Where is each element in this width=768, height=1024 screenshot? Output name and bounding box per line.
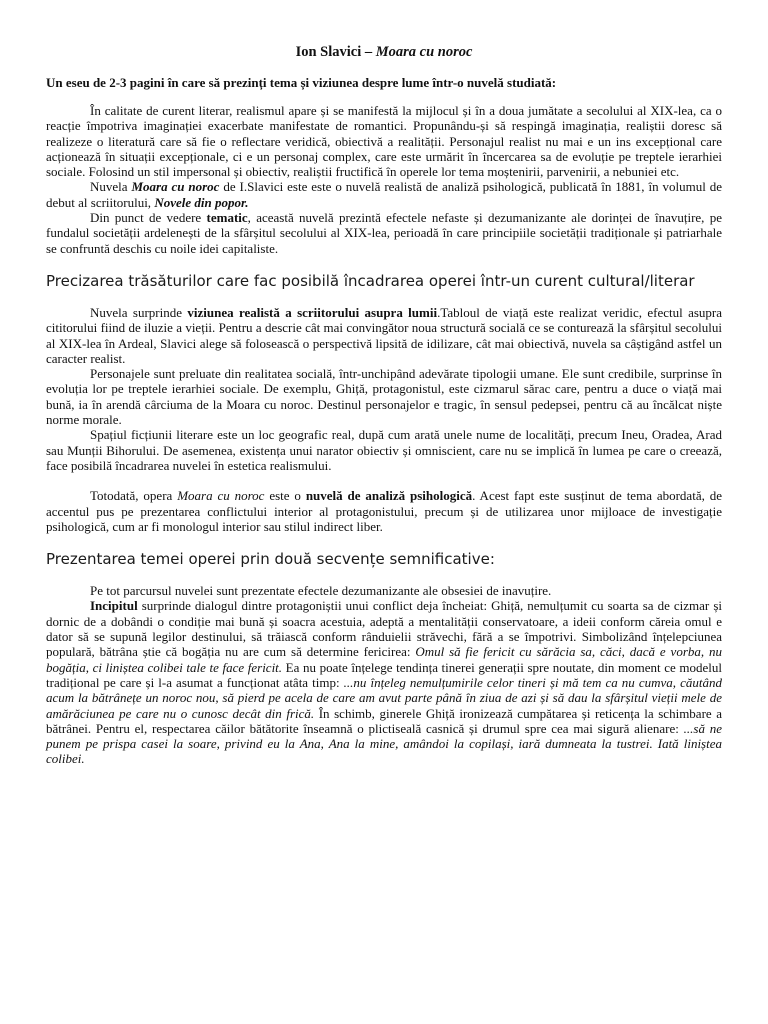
text-run: . Acest fapt este susținut de tema abordată, de accentul pus pe prezentarea conflictului interior al protagonistului, precum și de utilizarea unor mijloace de investigație psihologică, cum ar fi monologul interior sau stilul indirect liber. xyxy=(46,488,722,534)
text-run: Din punct de vedere xyxy=(90,210,207,226)
text-run: Nuvela xyxy=(90,179,132,195)
section-heading-1: Precizarea trăsăturilor care fac posibilă încadrarea operei într-un curent cultural/literar xyxy=(46,271,695,290)
section2-paragraph-1: Pe tot parcursul nuvelei sunt prezentate efectele dezumanizante ale obsesiei de inavuțire. xyxy=(90,583,552,599)
quote-emphasis: ...să ne punem pe prispa casei la soare, privind eu la Ana, Ana la mine, amândoi la copilași, iară dumneata la tustrei. Iată liniștea colibei. xyxy=(46,720,722,767)
quote-emphasis: Omul să fie fericit cu sărăcia sa, căci, dacă e vorba, nu bogăția, ci liniștea colibei tale te face fericit. xyxy=(46,644,723,675)
title-author: Ion Slavici – xyxy=(295,44,376,60)
intro-paragraph-2 xyxy=(46,179,722,210)
document-page xyxy=(46,44,722,767)
keyword-emphasis: viziunea realistă a scriitorului asupra lumii xyxy=(187,304,438,320)
keyword-emphasis: Incipitul xyxy=(90,598,138,614)
section1-paragraph-3: Spațiul ficțiunii literare este un loc geografic real, după cum arată unele nume de localități, precum Ineu, Oradea, Arad sau Munții Bihorului. De asemenea, existența unui narator obiectiv și omniscient, care nu se implică în lumea pe care o creează, face posibilă încadrarea nuvelei în estetica realismului. xyxy=(46,427,722,473)
intro-paragraph-1: În calitate de curent literar, realismul apare și se manifestă la mijlocul și în a doua jumătate a secolului al XIX-lea, ca o reacție împotriva imaginației exacerbate manifestate de romantici. Propunându-și să respingă imaginația, realiștii doresc să realizeze o literatură care să fie o reflectare veridică, obiectivă a realității. Personajul realist nu mai e un ins excepțional care acționează în situații excepționale, ci e un personaj complex, care este urmărit în încercarea sa de evoluție pe treptele ierarhiei sociale. Folosind un stil impersonal și obiectiv, realiștii fructifică în operele lor tema moștenirii, parvenirii, a nebuniei etc. xyxy=(46,103,722,180)
section2-paragraph-2 xyxy=(46,598,722,766)
section1-paragraph-2: Personajele sunt preluate din realitatea socială, într-unchipând adevărate tipologii umane. Ele sunt credibile, surprinse în evoluția lor pe treptele ierarhiei sociale. De exemplu, Ghiță, protagonistul, este cizmarul sărac care, pentru a duce o viață mai bună, ia în arendă cârciuma de la Moara cu noroc. Destinul personajelor e tragic, în sensul pedepsei, pentru că au încălcat niște norme morale. xyxy=(46,366,722,428)
text-run: , această nuvelă prezintă efectele nefaste și dezumanizante ale dorinței de înavuțire, pe fundalul societății ardelenești de la sfârșitul secolului al XIX-lea, perioadă în care principiile societății tradiționale și patriarhale se confruntă deschis cu noile idei capitaliste. xyxy=(46,210,722,256)
text-run: Ea nu poate înțelege tendința tinerei generații spre noutate, din moment ce modelul tradițional pe care și l-a asumat a funcționat atâta timp: xyxy=(46,659,722,690)
quote-emphasis: ...nu înțeleg nemulțumirile celor tineri și mă tem ca nu cumva, căutând acum la bătrânețe un noroc nou, să pierd pe acela de care am avut parte până în ziua de azi și să dau la sfârșitul vieții mele de amărăciunea pe care nu o cunosc decât din frică. xyxy=(46,674,722,721)
keyword-emphasis: nuvelă de analiză psihologică xyxy=(305,488,473,504)
volume-title-emphasis: Novele din popor. xyxy=(154,194,249,210)
keyword-emphasis: tematic xyxy=(206,210,248,226)
work-title-emphasis: Moara cu noroc xyxy=(177,488,265,504)
section1-paragraph-4 xyxy=(46,488,722,534)
section-heading-2: Prezentarea temei operei prin două secvențe semnificative: xyxy=(46,550,495,569)
text-run: .Tabloul de viață este realizat veridic, efectul asupra cititorului fiind de iluzie a vieții. Pentru a descrie cât mai convingător noua structură socială ce se conturează la sfârșitul secolului al XIX-lea în Ardeal, Slavici alege să folosească o perspectivă lipsită de idilizare, cât mai obiectivă, nuvela sa câștigând astfel un caracter realist. xyxy=(46,304,723,366)
section1-paragraph-1 xyxy=(46,305,722,366)
work-title-emphasis: Moara cu noroc xyxy=(131,179,220,195)
title-work: Moara cu noroc xyxy=(375,44,473,60)
text-run: Nuvela surprinde xyxy=(90,304,188,320)
text-run: Totodată, opera xyxy=(90,488,178,504)
text-run: de I.Slavici este este o nuvelă realistă de analiză psihologică, publicată în 1881, în volumul de debut al scriitorului, xyxy=(46,179,722,210)
text-run: În schimb, ginerele Ghiță ironizează cumpătarea și reticența la schimbare a bătrânei. Pentru el, respectarea căilor bătătorite înseamnă o plictiseală casnică și drumul spre cea mai sigură alienare: xyxy=(46,705,723,736)
text-run: surprinde dialogul dintre protagoniștii unui conflict deja încheiat: Ghiță, nemulțumit cu soarta sa de cizmar și dornic de a dobândi o condiție mai bună și soacra acestuia, adeptă a mentalității conservatoare, a ideii conform căreia omul e dator să se supună legilor destinului, să trăiască conform rânduielii străvechi, fără a se împotrivi. Simbolizând înțelepciunea populară, bătrâna știe că bogăția nu are cum să determine fericirea: xyxy=(46,598,722,660)
document-title xyxy=(46,44,722,61)
essay-prompt: Un eseu de 2-3 pagini în care să prezinți tema și viziunea despre lume într-o nuvelă studiată: xyxy=(46,75,557,90)
text-run: este o xyxy=(264,488,306,504)
intro-paragraph-3 xyxy=(46,210,722,256)
